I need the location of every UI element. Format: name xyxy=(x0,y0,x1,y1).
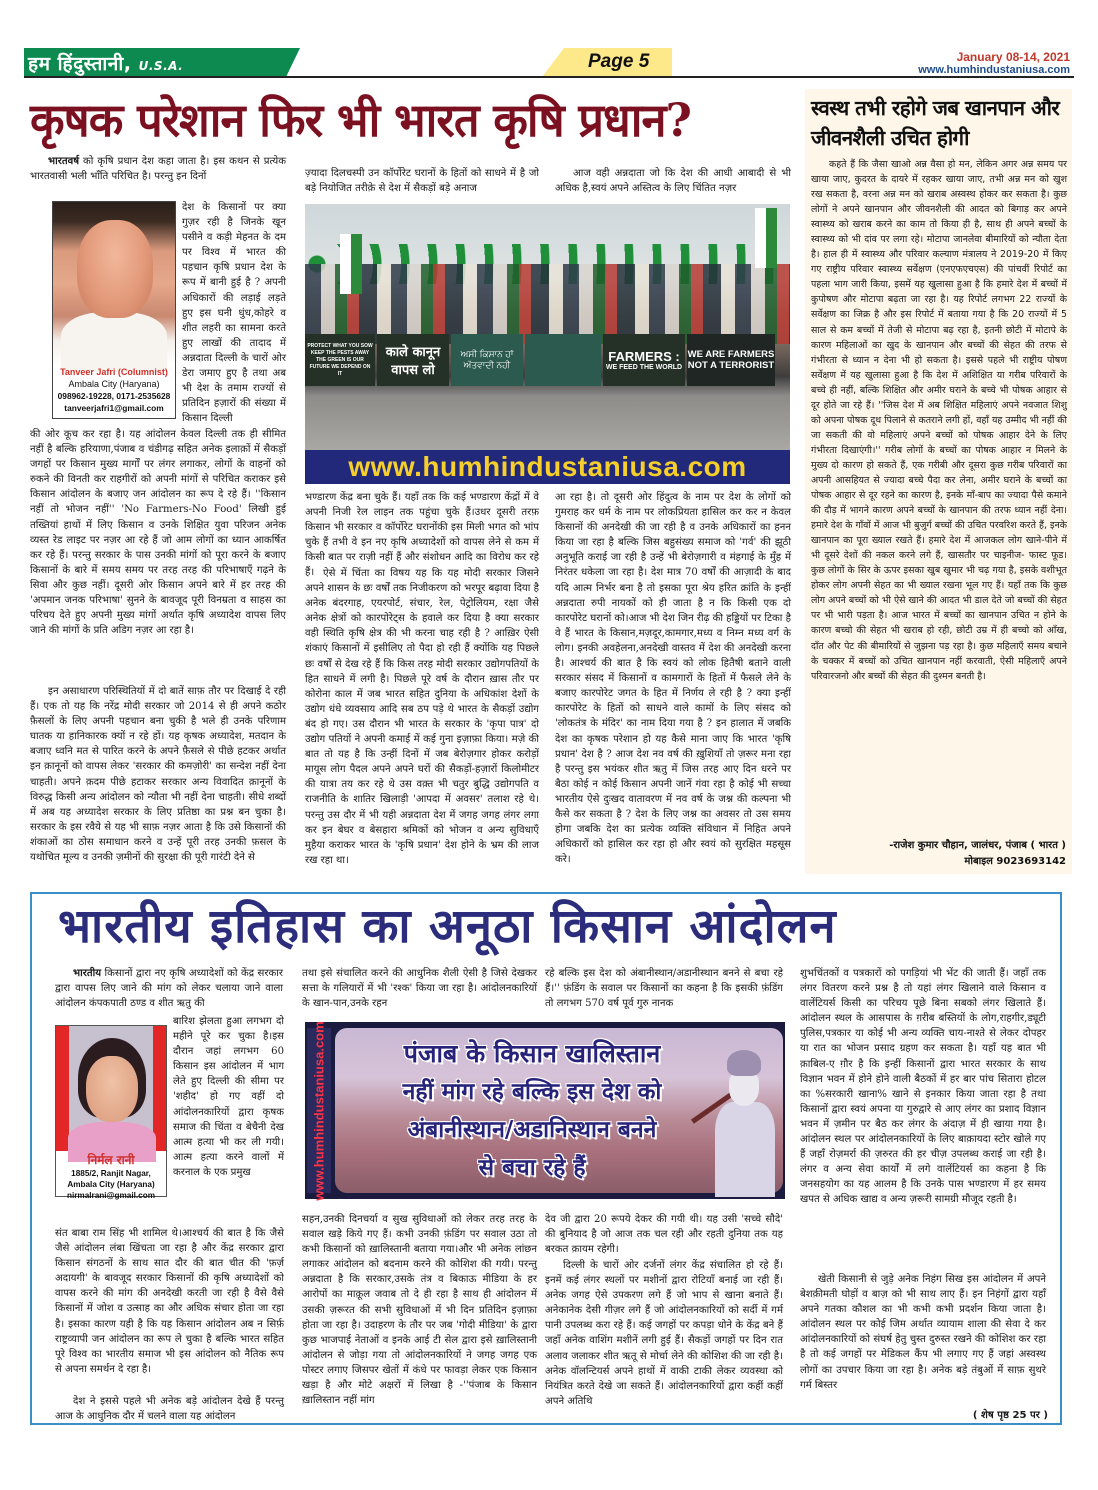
article2-col3-body: देव जी द्वारा 20 रूपये देकर की गयी थी। यह उसी 'सच्चे सौदे' की बुनियाद है जो आज तक चल रही और रहती दुनिया तक यह बरकत क़ायम रहेगी। xyxy=(545,1214,783,1256)
author-city: Ambala City (Haryana) xyxy=(68,379,160,389)
article1-col1-wrap: देश के किसानों पर क्या गुज़र रही है जिनके खून पसीने व कड़ी मेहनत के दम पर विश्व में भारत की पहचान कृषि प्रधान देश के रूप में बानी हुई है ? अपनी अधिकारों की लड़ाई लड़ते हुए इस घनी धुंध,कोहरे व शीत लहरी का सामना करते हुए लाखों की तादाद में अन्नदाता दिल्ली के चारों ओर डेरा जमाए हुए है तथा अब भी देश के तमाम राज्यों से प्रतिदिन हज़ारों की संख्या में किसान दिल्ली xyxy=(182,202,286,425)
banner-kale-kanoon xyxy=(377,334,449,386)
article1-col1-body: की ओर कूच कर रहा है। यह आंदोलन केवल दिल्ली तक ही सीमित नहीं है बल्कि हरियाणा,पंजाब व चंडीगढ़ सहित अनेक इलाक़ों में सैकड़ों जगहों पर किसान मुख्य मार्गों पर लंगर लगाकर, लोगों के वाहनों को रुकने की विनती कर राहगीरों को अपनी मांगों से परिचित कराकर इसे किसान आंदोलन के बजाए जन आंदोलन का रूप दे रहे हैं। ''किसान नहीं तो भोजन नहीं'' 'No Farmers-No Food' लिखी हुई तख्तियां हाथों में लिए किसान व उनके शिक्षित युवा परिजन अनेक व्यस्त रेड लाइट पर नज़र आ रहे हैं जो आम लोगों का ध्यान आकर्षित कर रहे हैं। परन्तु सरकार के पास उनकी मांगों को पूरा करने के बजाए किसानों के बारे में समय समय पर तरह तरह की परिभाषाएँ गढ़ने के सिवा और कुछ नहीं। दूसरी ओर किसान अपने बारे में हर तरह की 'अपमान जनक परिभाषा' सुनने के बावजूद पूरी विनम्रता व साहस का परिचय देते हुए अपनी मुख्य मांगों अर्थात कृषि अध्यादेश वापस लिए जाने की मांगों के प्रति अडिग नज़र आ रहा है। xyxy=(30,429,286,637)
photo-watermark-url: www.humhindustaniusa.com xyxy=(305,450,790,484)
article2-col3-top: रहे बल्कि इस देश को अंबानीस्थान/अडानीस्थान बनने से बचा रहे हैं।'' फ़ंडिंग के सवाल पर किसानों का कहना है कि इसकी फ़ंडिंग तो लगभग 570 वर्ष पूर्व गुरु नानक xyxy=(545,968,783,1010)
article2-col1-para2: देश ने इससे पहले भी अनेक बड़े आंदोलन देखे हैं परन्तु आज के आधुनिक दौर में चलने वाला यह आंदोलन xyxy=(55,1396,284,1423)
farmer-kurta xyxy=(715,1102,775,1197)
author-email[interactable]: tanveerjafri1@gmail.com xyxy=(64,403,164,413)
article1-col1-intro xyxy=(30,154,286,200)
article2-col1-intro xyxy=(55,966,283,1014)
sidebar-body-text: कहते हैं कि जैसा खाओ अन्न वैसा हो मन, लेकिन अगर अन्न समय पर खाया जाए, कुदरत के दायरे में रहकर खाया जाए, तभी अन्न मन को खुश रख सकता है, वरना अन्न मन को खराब अस्वस्थ होकर कर सकता है। कुछ लोगों ने अपने खानपान और जीवनशैली की आदत को बिगाड़ कर अपने स्वास्थ्य को खराब करने का काम तो किया ही है, साथ ही अपने बच्चों के स्वास्थ्य को भी दांव पर लगा रहे। मोटापा जानलेवा बीमारियों को न्यौता देता है। हाल ही में स्वास्थ्य और परिवार कल्याण मंत्रालय ने 2019-20 में किए गए राष्ट्रीय परिवार स्वास्थ्य सर्वेक्षण (एनएफएचएस) की पांचवीं रिपोर्ट का पहला भाग जारी किया, इसमें यह खुलासा हुआ है कि हमारे देश में बच्चों में कुपोषण और मोटापा बढ़ता जा रहा है। यह रिपोर्ट लगभग 22 राज्यों के सर्वेक्षण का जिक्र है और इस रिपोर्ट में बताया गया है कि 20 राज्यों में 5 साल से कम बच्चों में तेजी से मोटापा बढ़ रहा है, इतनी छोटी में मोटापे के कारण महिलाओं का खुद के खानपान और बच्चों की सेहत की तरफ से गंभीरता से ध्यान न देना भी हो सकता है। इससे पहले भी राष्ट्रीय पोषण सर्वेक्षण में यह खुलासा हुआ है कि देश में अशिक्षित या गरीब परिवारों के बच्चे ही नहीं, बल्कि शिक्षित और अमीर घराने के बच्चे भी पोषक आहार से दूर होते जा रहे हैं। ''जिस देश में अब शिक्षित महिलाएं अपने नवजात शिशु को अपना पोषक दूध पिलाने से कतराने लगी हों, वहाँ यह उम्मीद भी नहीं की जा सकती की वो महिलाएं अपने बच्चों को पोषक आहार देने के लिए गंभीरता दिखाएंगी।'' गरीब लोगों के बच्चों का पोषक आहार न मिलने के मुख्य दो कारण हो सकते हैं, एक गरीबी और दूसरा कुछ गरीब परिवारों का अपनी आसहियत से ज्यादा बच्चे पैदा कर लेना, अमीर घराने के बच्चों का पोषक आहार से दूर रहने का कारण है, इनके माँ-बाप का ज्यादा पैसे कमाने की दौड़ में भागने कारण अपने बच्चों के खानपान की तरफ ध्यान नहीं देना। हमारे देश के गाँवों में आज भी बुजुर्ग बच्चों की उचित परवरिश करते हैं, इनके खानपान का पूरा ख्याल रखते हैं। हमारे देश में आजकल लोग खाने-पीने में भी दूसरे देशों की नकल करने लगे हैं, खासतौर पर चाइनीज- फास्ट फूड। कुछ लोगों के सिर के ऊपर इसका खुब खुमार भी चढ़ गया है, इसके वशीभूत होकर लोग अपनी सेहत का भी ख्याल रखना भूल गए हैं। यहाँ तक कि कुछ लोग अपने बच्चों को भी ऐसे खाने की आदत भी डाल देते जो बच्चों की सेहत पर भी भारी पड़ता है। आज भारत में बच्चों का खानपान उचित न होने के कारण बच्चो की सेहत भी खराब हो रही, छोटी उम्र में ही बच्चो को आँख, दाँत और पेट की बीमारियों से जुझना पड़ रहा है। कुछ महिलाएँ समय बचाने के चक्कर में बच्चों को उचित खानपान नहीं करवाती, ऐसी महिलाएँ अपने परिवारजनो और बच्चों की सेहत की दुश्मन बनती है। xyxy=(811,159,1067,682)
article2-col1-wrap: बारिश झेलता हुआ लगभग दो महीने पूरे कर चुका है।इस दौरान जहां लगभग 60 किसान इस आंदोलन में भाग लेते हुए दिल्ली की सीमा पर 'शहीद' हो गए वहीं दो आंदोलनकारियों द्वारा कृषक समाज की चिंता व बेचैनी देख आत्म हत्या भी कर ली गयी। आत्म हत्या करने वालों में करनाल के एक प्रमुख xyxy=(173,1016,284,1178)
article1-col2-top: ज़्यादा दिलचस्पी उन कॉर्पोरेट घरानों के हितों को साधने में है जो बड़े नियोजित तरीक़े से देश में सैकड़ों बड़े अनाज xyxy=(305,168,539,195)
banner-farmers: FARMERS : xyxy=(608,349,680,364)
article1-lead-word: भारतवर्ष xyxy=(48,156,80,167)
photo-flag-left xyxy=(340,234,362,294)
article1-headline: कृषक परेशान फिर भी भारत कृषि प्रधान? xyxy=(30,93,691,147)
poster-line-2: नहीं मांग रहे बल्कि इस देश को xyxy=(402,1079,662,1105)
author-box-nirmal-rani xyxy=(55,1025,167,1200)
author2-name: निर्मल रानी xyxy=(87,1153,135,1167)
sidebar-signature: -राजेश कुमार चौहान, जालंधर, पंजाब ( भारत ) xyxy=(889,840,1066,851)
sidebar-mobile: मोबाइल 9023693142 xyxy=(964,856,1066,867)
masthead xyxy=(24,48,1074,78)
author2-photo xyxy=(56,1026,166,1151)
banner-kale-kanoon-line1: काले कानून xyxy=(385,345,441,360)
article2-col4-body2 xyxy=(800,1272,1046,1410)
banner-kale-kanoon-line2: वापस लो xyxy=(391,363,435,378)
author2-city: Ambala City (Haryana) xyxy=(67,1180,155,1189)
banner-we-are-farmers: WE ARE FARMERS xyxy=(687,349,775,360)
author-photo-face xyxy=(77,220,153,318)
masthead-brand-band xyxy=(24,48,286,77)
farmer-beard xyxy=(729,1072,759,1106)
article1-col1-para2: इन असाधारण परिस्थितियों में दो बातें साफ़ तौर पर दिखाई दे रही हैं। एक तो यह कि नरेंद्र मोदी सरकार जो 2014 से ही अपने कठोर फ़ैसलों के लिए अपनी पहचान बना चुकी है भले ही उनके परिणाम घातक या हानिकारक क्यों न रहे हों। यह कृषक अध्यादेश, मतदान के बजाए ध्वनि मत से पारित करने के अपने फ़ैसले से पीछे हटकर अर्थात इन क़ानूनों को वापस लेकर 'सरकार की कमज़ोरी' का सन्देश नहीं देना चाहती। अपने क़दम पीछे हटाकर सरकार अन्य विवादित क़ानूनों के विरुद्ध किसी अन्य आंदोलन को न्यौता भी नहीं देना चाहती। सीधे शब्दों में अब यह अध्यादेश सरकार के लिए प्रतिष्ठा का प्रश्न बन चुका है। सरकार के इस रवैये से यह भी साफ़ नज़र आता है कि उसे किसानों की शंकाओं का ठोस समाधान करने व उन्हें पूरी तरह उनकी फ़सल के यथोचित मूल्य व उनकी ज़मीनों की सुरक्षा की पूरी गारंटी देने से xyxy=(30,686,286,864)
banner-punjabi-1-line2: ਅੱਤਵਾਦੀ ਨਹੀ xyxy=(463,360,511,370)
author2-address: 1885/2, Ranjit Nagar, xyxy=(71,1169,151,1178)
photo-crowd xyxy=(305,264,790,344)
author2-photo-face xyxy=(86,1056,138,1122)
paper-name-hindi: हम हिंदुस्तानी, xyxy=(28,53,132,75)
poster-line-1: पंजाब के किसान खालिस्तान xyxy=(403,1039,661,1068)
poster-side-url: www.humhindustaniusa.com xyxy=(311,1020,327,1201)
banner-feed-world: WE FEED THE WORLD xyxy=(605,364,683,371)
banner-not-terrorist xyxy=(687,334,775,386)
poster-line-4: से बचा रहे हैं xyxy=(478,1155,586,1181)
page-number: Page 5 xyxy=(588,51,650,72)
protest-banners xyxy=(305,334,790,386)
continued-on-page-link[interactable]: ( शेष पृष्ठ 25 पर ) xyxy=(972,1410,1048,1421)
article1-col3-top-text: आज वही अन्नदाता जो कि देश की आधी आबादी से भी अधिक है,स्वयं अपने अस्तित्व के लिए चिंतित नज़र xyxy=(555,168,791,195)
banner-farmers-feed-world xyxy=(603,334,685,386)
poster-line-3: अंबानीस्थान/अडानिस्थान बनने xyxy=(407,1117,657,1143)
article2-lead-word: भारतीय xyxy=(73,968,102,979)
health-sidebar xyxy=(805,89,1072,874)
khalistan-poster-image xyxy=(305,1022,785,1199)
poster-farmer-figure xyxy=(709,1050,779,1195)
article1-col1-body2 xyxy=(30,684,286,884)
sidebar-headline: स्वस्थ तभी रहोगे जब खानपान और जीवनशैली उचित होगी xyxy=(811,96,1060,150)
issue-date: January 08-14, 2021 xyxy=(956,50,1070,64)
author-box-tanveer-jafri xyxy=(52,201,176,419)
article2-col4-body: शुभचिंतकों व पत्रकारों को पगड़ियां भी भेंट की जाती हैं। जहाँ तक लंगर वितरण करने प्रश्न है तो यहां लंगर खिलाने वाले किसान व वालेंटियर्स किसी का परिचय पूछे बिना सबको लंगर खिलाते हैं।आंदोलन स्थल के आसपास के ग़रीब बस्तियों के लोग,राहगीर,ड्यूटी पुलिस,पत्रकार या कोई भी अन्य व्यक्ति चाय-नाश्ते से लेकर दोपहर या रात का भोजन प्रसाद ग्रहण कर सकता है। यहाँ यह बात भी क़ाबिल-ए ग़ौर है कि इन्हीं किसानों द्वारा भारत सरकार के साथ विज्ञान भवन में होने होने वाली बैठकों में हर बार पांच सितारा होटल का %सरकारी खाना% खाने से इनकार किया जाता रहा है तथा किसानों द्वारा स्वयं अपना या गुरुद्वारे से आए लंगर का प्रशाद विज्ञान भवन में ज़मीन पर बैठ कर लंगर के अंदाज़ में ही खाया गया है। आंदोलन स्थल पर आंदोलनकारियों के लिए बाक़ायदा स्टोर खोले गए हैं जहाँ रोज़मर्रा की ज़रुरत की हर चीज़ उपलब्ध कराई जा रही है। लंगर व अन्य सेवा कार्यों में लगे वालेंटियर्स का कहना है कि जनसहयोग का यह आलम है कि उनके पास भण्डारण में हर समय खपत से अधिक खाद्य व अन्य ज़रूरी सामग्री मौजूद रहती है। xyxy=(800,968,1046,1206)
author-name: Tanveer Jafri (Columnist) xyxy=(60,367,168,377)
page-number-tab xyxy=(564,48,672,77)
banner-punjabi-2 xyxy=(525,334,601,386)
masthead-rule xyxy=(24,76,1074,78)
banner-not-a-terrorist: NOT A TERRORIST xyxy=(687,360,775,371)
article1-intro-text: को कृषि प्रधान देश कहा जाता है। इस कथन से प्रत्येक भारतवासी भली भाँति परिचित है। परन्तु इन दिनों xyxy=(30,156,286,183)
article1-col2-para2: ऐसे में चिंता का विषय यह कि यह मोदी सरकार जिसने अपने शासन के छः वर्षों तक निजीकरण को भरपूर बढ़ावा दिया है अनेक बंदरगाह, एयरपोर्ट, संचार, रेल, पेट्रोलियम, रक्षा जैसे अनेक क्षेत्रों को कारपोरेट्स के हवाले कर दिया है क्या सरकार वही स्थिति कृषि क्षेत्र की भी करना चाह रही है ? आख़िर ऐसी शंकाएं किसानों में इसीलिए तो पैदा हो रही हैं क्योंकि यह पिछले छः वर्षों से देख रहे हैं कि किस तरह मोदी सरकार उद्योगपतियों के हित साधने में लगी है। पिछले पूरे वर्ष के दौरान ख़ास तौर पर कोरोना काल में जब भारत सहित दुनिया के अधिकांश देशों के उद्योग धंधे व्यवसाय आदि सब ठप पड़े थे भारत के सैकड़ों उद्योग बंद हो गए। उस दौरान भी भारत के सरकार के 'कृपा पात्र' दो उद्योग पतियों ने अपनी कमाई में कई गुना इज़ाफ़ा किया। मज़े की बात तो यह है कि उन्हीं दिनों में जब बेरोज़गार होकर करोड़ों मायूस लोग पैदल अपने अपने घरों की सैकड़ों-हज़ारों किलोमीटर की यात्रा तय कर रहे थे उस वक़्त भी चतुर बुद्धि उद्योगपति व राजनीति के शातिर खिलाड़ी 'आपदा में अवसर' तलाश रहे थे। परन्तु उस दौर में भी यही अन्नदाता देश में जगह जगह लंगर लगा कर इन बेघर व बेसहारा श्रमिकों को भोजन व अन्य सुविधाएँ मुहैया कराकर भारत के 'कृषि प्रधान' देश होने के भ्रम की लाज रख रहा था। xyxy=(305,568,539,866)
poster-field-background xyxy=(335,1028,783,1193)
farmer-turban xyxy=(727,1050,761,1076)
article1-col3-body: आ रहा है। तो दूसरी ओर हिंदुत्व के नाम पर देश के लोगों को गुमराह कर धर्म के नाम पर लोकप्रियता हासिल कर कर न केवल किसानों की अनदेखी की जा रही है व उनके अधिकारों का हनन किया जा रहा है बल्कि जिस बहुसंख्य समाज को 'गर्व' की झूठी अनुभूति कराई जा रही है उन्हें भी बेरोज़गारी व मंहगाई के मुँह में निरंतर धकेला जा रहा है। देश मात्र 70 वर्षों की आज़ादी के बाद यदि आत्म निर्भर बना है तो इसका पूरा श्रेय हरित क्रांति के इन्हीं अन्नदाता रुपी नायकों को ही जाता है न कि किसी एक दो कारपोरेट घरानों को।आज भी देश जिन रीढ़ की हड्डियों पर टिका है वे हैं भारत के किसान,मज़दूर,कामगार,मध्य व निम्न मध्य वर्ग के लोग। इनकी अवहेलना,अनदेखी वास्तव में देश की अनदेखी करना है। आश्चर्य की बात है कि स्वयं को लोक हितैषी बताने वाली सरकार संसद में किसानों व कामगारों के हितों में फैसले लेने के बजाए कारपोरेट जगत के हित में निर्णय ले रही है ? क्या इन्हीं कारपोरेट के हितों को साधने वाले कामों के लिए संसद को 'लोकतंत्र के मंदिर' का नाम दिया गया है ? इन हालात में जबकि देश का कृषक परेशान हो यह कैसे माना जाए कि भारत 'कृषि प्रधान' देश है ? आज देश नव वर्ष की ख़ुशियाँ तो ज़रूर मना रहा है परन्तु इस भयंकर शीत ऋतु में जिस तरह आए दिन धरने पर बैठा कोई न कोई किसान अपनी जानें गंवा रहा है कोई भी सच्चा भारतीय ऐसे दुःखद वातावरण में नव वर्ष के जश्न की कल्पना भी कैसे कर सकता है ? देश के लिए जश्न का अवसर तो उस समय होगा जबकि देश का प्रत्येक व्यक्ति संविधान में निहित अपने अधिकारों को हासिल कर रहा हो और स्वयं को सुरक्षित महसूस करे। xyxy=(555,492,791,866)
article2-col1-body: संत बाबा राम सिंह भी शामिल थे।आश्चर्य की बात है कि जैसे जैसे आंदोलन लंबा खिंचता जा रहा है और केंद्र सरकार द्वारा किसान संगठनों के साथ सात दौर की बात चीत की 'फ़र्ज़ अदायगी' के बावजूद सरकार किसानों की कृषि अध्यादेशों को वापस करने की मांग की अनदेखी करती जा रही है वैसे वैसे किसानों में जोश व उत्साह का और अधिक संचार होता जा रहा है। इसका कारण यही है कि यह किसान आंदोलन अब न सिर्फ़ राष्ट्रव्यापी जन आंदोलन का रूप ले चुका है बल्कि भारत सहित पूरे विश्व का भारतीय समाज भी इस आंदोलन को नैतिक रूप से अपना समर्थन दे रहा है। xyxy=(55,1228,284,1375)
banner-punjabi-1 xyxy=(451,334,523,386)
article2-col2-top: तथा इसे संचालित करने की आधुनिक शैली ऐसी है जिसे देखकर सत्ता के गलियारों में भी 'रश्क' किया जा रहा है। आंदोलनकारियों के खान-पान,उनके रहन xyxy=(302,968,537,1010)
article2-col1-body2 xyxy=(55,1394,284,1425)
farmers-protest-photo xyxy=(305,204,790,450)
article2-headline: भारतीय इतिहास का अनूठा किसान आंदोलन xyxy=(58,899,837,954)
paper-name-suffix: U.S.A. xyxy=(138,59,184,73)
article2-intro-text: किसानों द्वारा नए कृषि अध्यादेशों को केंद्र सरकार द्वारा वापस लिए जाने की मांग को लेकर चलाया जाने वाला आंदोलन कंपकपाती ठण्ड व शीत ऋतु की xyxy=(55,968,283,1010)
article2-col4-para2: खेती किसानी से जुड़े अनेक निहंग सिख इस आंदोलन में अपने बेशक़ीमती घोड़ों व बाज़ को भी साथ लाए हैं। इन निहंगों द्वारा यहाँ अपने गतका कौशल का भी कभी कभी प्रदर्शन किया जाता है। आंदोलन स्थल पर कोई जिम अर्थात व्यायाम शाला की सेवा दे कर आंदोलनकारियों को संघर्ष हेतु चुस्त दुरुस्त रखने की कोशिश कर रहा है तो कई जगहों पर मेडिकल कैंप भी लगाए गए हैं जहां अस्वस्थ लोगों का उपचार किया जा रहा है। अनेक बड़े तंबुओं में साफ़ सुथरे गर्म बिस्तर xyxy=(800,1274,1046,1391)
website-link[interactable]: www.humhindustaniusa.com xyxy=(918,64,1070,76)
author2-caption xyxy=(56,1152,166,1201)
banner-protest-what-you-sow: PROTECT WHAT YOU SOW KEEP THE PESTS AWAY THE GREEN IS OUR FUTURE WE DEPEND ON IT xyxy=(305,334,375,386)
author-photo xyxy=(53,202,175,365)
banner-punjabi-1-line1: ਅਸੀ ਕਿਸਾਨ ਹਾਂ xyxy=(460,349,514,359)
author-caption xyxy=(53,366,175,414)
author-phone: 098962-19228, 0171-2535628 xyxy=(57,391,171,401)
author-photo-shirt xyxy=(61,312,167,372)
author2-email[interactable]: nirmalrani@gmail.com xyxy=(66,1191,156,1200)
article2-col3-para2: दिल्ली के चारों ओर दर्जनों लंगर केंद्र संचालित हो रहे हैं। इनमें कई लंगर स्थलों पर मशीनों द्वारा रोटियाँ बनाई जा रही हैं। अनेक जगह ऐसे उपकरण लगे हैं जो भाप से खाना बनाते हैं। अनेकानेक देसी गीज़र लगे हैं जो आंदोलनकारियों को सर्दी में गर्म पानी उपलब्ध करा रहे हैं। कई जगहों पर कपड़ा धोने के केंद्र बने हैं जहाँ अनेक वाशिंग मशीनें लगी हुई हैं। सैकड़ों जगहों पर दिन रात अलाव जलाकर शीत ऋतू से मोर्चा लेने की कोशिश की जा रही है। अनेक वॉलन्टियर्स अपने हाथों में वाकी टाकी लेकर व्यवस्था को नियंत्रित करते देखे जा सकते हैं। आंदोलनकारियों द्वारा कहीं कहीं अपने अतिथि xyxy=(545,1260,783,1407)
article1-col2-body: भण्डारण केंद्र बना चुके हैं। यहाँ तक कि कई भण्डारण केंद्रों में वे अपनी निजी रेल लाइन तक पहुंचा चुके हैं।उधर दूसरी तरफ़ किसान भी सरकार व कॉर्पोरेट घरानोंकी इस मिली भगत को भांप चुके हैं तभी वे इन नए कृषि अध्यादेशों को वापस लेने से कम में किसी बात पर राज़ी नहीं हैं और संशोधन आदि का विरोध कर रहे हैं। xyxy=(305,492,539,579)
article2-col3-body2 xyxy=(545,1258,783,1424)
article1-col2-body2 xyxy=(305,566,539,884)
article1-col3-top xyxy=(555,166,791,198)
photo-flag-right xyxy=(755,208,777,268)
sidebar-body xyxy=(811,157,1067,825)
paper-name xyxy=(28,50,183,76)
poster-side-url-band xyxy=(307,1020,331,1201)
article2-col2-body: सहन,उनकी दिनचर्या व सुख सुविधाओं को लेकर तरह तरह के सवाल खड़े किये गए हैं। कभी उनकी फ़ंडिंग पर सवाल उठा तो कभी किसानों को ख़ालिस्तानी बताया गया।और भी अनेक लांछन लगाकर आंदोलन को बदनाम करने की कोशिश की गयी। परन्तु अन्नदाता है कि सरकार,उसके तंत्र व बिकाऊ मीडिया के हर आरोपों का माक़ूल जवाब तो दे ही रहा है साथ ही आंदोलन में उसकी ज़रूरत की सभी सुविधाओं में भी दिन प्रतिदिन इज़ाफ़ा होता जा रहा है। उदाहरण के तौर पर जब 'गोदी मीडिया' के द्वारा कुछ भाजपाई नेताओं व इनके आई टी सेल द्वारा इसे ख़ालिस्तानी आंदोलन से जोड़ा गया तो आंदोलनकारियों ने जगह जगह एक पोस्टर लगाए जिसपर खेतों में कंधे पर फावड़ा लेकर एक किसान खड़ा है और मोटे अक्षरों में लिखा है -''पंजाब के किसान ख़ालिस्तान नहीं मांग xyxy=(302,1214,537,1407)
